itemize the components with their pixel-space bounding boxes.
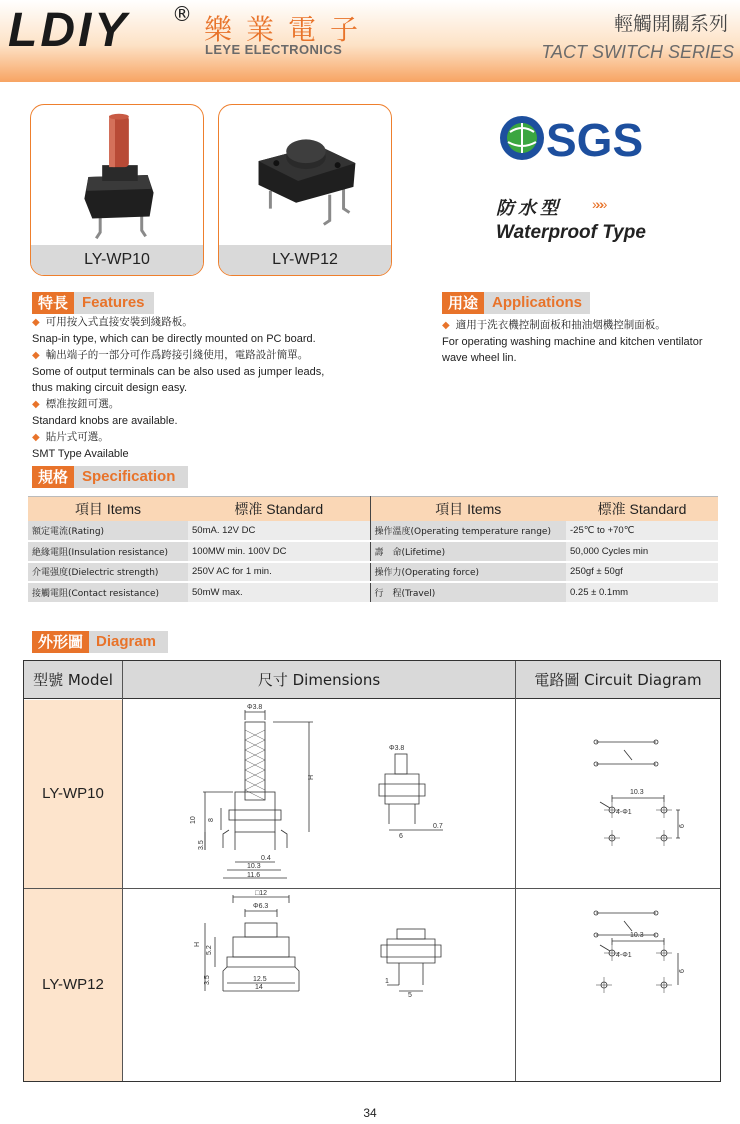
column-header: 項目 Items bbox=[370, 497, 566, 521]
table-header-row bbox=[28, 497, 718, 521]
table-cell: 接觸電阻(Contact resistance) bbox=[28, 582, 188, 603]
features-list bbox=[32, 314, 362, 462]
waterproof-type-english: Waterproof Type bbox=[496, 222, 646, 243]
features-heading-english: Features bbox=[82, 294, 145, 311]
column-header-circuit: 電路圖 Circuit Diagram bbox=[534, 671, 702, 689]
table-cell: -25℃ to +70℃ bbox=[566, 521, 718, 542]
column-header-dimensions: 尺寸 Dimensions bbox=[257, 671, 381, 689]
applications-text bbox=[442, 317, 734, 366]
sgs-logo-text: SGS bbox=[546, 114, 644, 164]
dim-label: 4-Φ1 bbox=[616, 952, 632, 959]
column-header: 標准 Standard bbox=[188, 497, 370, 521]
product-photo-wp10 bbox=[31, 105, 203, 247]
column-header-model: 型號 Model bbox=[33, 671, 113, 689]
dim-label: 12.5 bbox=[253, 976, 267, 983]
ldiy-logo-text: LDIY bbox=[8, 4, 130, 52]
table-row bbox=[28, 582, 718, 603]
dim-label: H bbox=[194, 941, 201, 947]
table-cell: 操作力(Operating force) bbox=[370, 562, 566, 583]
table-row bbox=[28, 521, 718, 542]
feature-text: SMT Type Available bbox=[32, 448, 129, 460]
application-text: For operating washing machine and kitchen ventilator bbox=[442, 336, 703, 348]
dim-label: 0.7 bbox=[433, 823, 443, 830]
table-cell: 0.25 ± 0.1mm bbox=[566, 582, 718, 603]
dim-label: 8 bbox=[208, 818, 215, 822]
table-cell: 絶緣電阻(Insulation resistance) bbox=[28, 541, 188, 562]
table-cell: 額定電流(Rating) bbox=[28, 521, 188, 542]
triple-chevron-icon: »»» bbox=[592, 196, 604, 212]
table-cell: 250V AC for 1 min. bbox=[188, 562, 370, 583]
dim-label: Φ6.3 bbox=[253, 903, 269, 910]
specification-heading-chinese: 規格 bbox=[32, 466, 74, 488]
diamond-bullet-icon: ◆ bbox=[32, 350, 40, 361]
dim-label: 4-Φ1 bbox=[616, 809, 632, 816]
features-heading bbox=[32, 292, 154, 314]
sgs-logo bbox=[496, 112, 676, 164]
dim-label: □12 bbox=[255, 890, 268, 897]
dim-label: 10.3 bbox=[247, 863, 261, 870]
dimension-drawing-wp12 bbox=[123, 889, 515, 1081]
diagram-heading-english: Diagram bbox=[96, 633, 157, 650]
dim-label: 6 bbox=[679, 969, 686, 973]
table-cell: 行 程(Travel) bbox=[370, 582, 566, 603]
applications-heading-chinese: 用途 bbox=[442, 292, 484, 314]
applications-heading-english: Applications bbox=[492, 294, 583, 311]
brand-name-english: LEYE ELECTRONICS bbox=[205, 42, 343, 57]
product-card-wp10 bbox=[30, 104, 204, 276]
dim-label: 10.3 bbox=[630, 789, 644, 796]
application-item: ◆ 適用于洗衣機控制面板和抽油烟機控制面板。 bbox=[442, 319, 666, 331]
dim-label: 14 bbox=[255, 984, 263, 991]
table-cell: 250gf ± 50gf bbox=[566, 562, 718, 583]
page-number: 34 bbox=[363, 1106, 377, 1120]
feature-item: ◆ 可用按入式直接安裝到綫路板。 bbox=[32, 316, 193, 328]
dim-label: 6 bbox=[679, 824, 686, 828]
table-cell: 50,000 Cycles min bbox=[566, 541, 718, 562]
table-row bbox=[28, 541, 718, 562]
product-card-wp12 bbox=[218, 104, 392, 276]
column-header: 項目 Items bbox=[28, 497, 188, 521]
dim-label: 5 bbox=[408, 992, 412, 999]
dim-label: Φ3.8 bbox=[247, 704, 263, 711]
dim-label: 1 bbox=[385, 978, 389, 985]
circuit-diagram-wp10 bbox=[516, 700, 720, 888]
dim-label: 0.4 bbox=[261, 855, 271, 862]
page-header bbox=[0, 0, 740, 82]
table-cell: 操作溫度(Operating temperature range) bbox=[370, 521, 566, 542]
dimension-drawing-wp10 bbox=[123, 700, 515, 888]
application-text: wave wheel lin. bbox=[442, 352, 517, 364]
model-cell-wp10: LY-WP10 bbox=[24, 700, 122, 888]
diagram-heading bbox=[32, 631, 168, 653]
diamond-bullet-icon: ◆ bbox=[32, 432, 40, 443]
table-cell: 50mW max. bbox=[188, 582, 370, 603]
feature-item: ◆ 貼片式可選。 bbox=[32, 431, 109, 443]
ldiy-logo bbox=[6, 4, 176, 52]
feature-text: Some of output terminals can be also used as jumper leads, bbox=[32, 366, 325, 378]
product-photo-wp12 bbox=[219, 105, 391, 247]
applications-heading bbox=[442, 292, 590, 314]
table-cell: 壽 命(Lifetime) bbox=[370, 541, 566, 562]
column-header: 標准 Standard bbox=[566, 497, 718, 521]
table-cell: 100MW min. 100V DC bbox=[188, 541, 370, 562]
specification-table bbox=[28, 496, 718, 604]
diagram-heading-chinese: 外形圖 bbox=[32, 631, 89, 653]
diamond-bullet-icon: ◆ bbox=[32, 399, 40, 410]
series-title-english: TACT SWITCH SERIES bbox=[541, 42, 734, 62]
table-row bbox=[28, 562, 718, 583]
circuit-diagram-wp12 bbox=[516, 889, 720, 1081]
registered-mark: ® bbox=[172, 2, 192, 26]
dim-label: 10.3 bbox=[630, 932, 644, 939]
specification-heading bbox=[32, 466, 188, 488]
dim-label: 11.6 bbox=[247, 872, 261, 879]
features-heading-chinese: 特長 bbox=[32, 292, 74, 314]
diamond-bullet-icon: ◆ bbox=[442, 320, 450, 331]
feature-text: thus making circuit design easy. bbox=[32, 382, 188, 394]
diamond-bullet-icon: ◆ bbox=[32, 317, 40, 328]
specification-heading-english: Specification bbox=[82, 468, 176, 485]
table-cell: 50mA. 12V DC bbox=[188, 521, 370, 542]
feature-item: ◆ 輸出端子的一部分可作爲跨接引綫使用，電路設計簡單。 bbox=[32, 349, 309, 361]
model-cell-wp12: LY-WP12 bbox=[24, 889, 122, 1081]
product-label-wp10: LY-WP10 bbox=[31, 245, 203, 275]
waterproof-type-chinese: 防水型 bbox=[496, 198, 562, 219]
dim-label: 5.2 bbox=[206, 945, 213, 955]
series-title-chinese: 輕觸開關系列 bbox=[613, 13, 728, 35]
table-cell: 介電强度(Dielectric strength) bbox=[28, 562, 188, 583]
feature-text: Snap-in type, which can be directly mounted on PC board. bbox=[32, 333, 316, 345]
dim-label: H bbox=[308, 774, 315, 780]
product-label-wp12: LY-WP12 bbox=[219, 245, 391, 275]
dim-label: 3.5 bbox=[198, 840, 205, 850]
dim-label: 10 bbox=[190, 816, 197, 824]
feature-text: Standard knobs are available. bbox=[32, 415, 178, 427]
dim-label: 6 bbox=[399, 833, 403, 840]
feature-item: ◆ 標准按鈕可選。 bbox=[32, 398, 120, 410]
dim-label: Φ3.8 bbox=[389, 745, 405, 752]
diagram-table bbox=[23, 660, 721, 1082]
dim-label: 3.5 bbox=[204, 975, 211, 985]
brand-name-chinese: 樂業電子 bbox=[204, 13, 373, 46]
